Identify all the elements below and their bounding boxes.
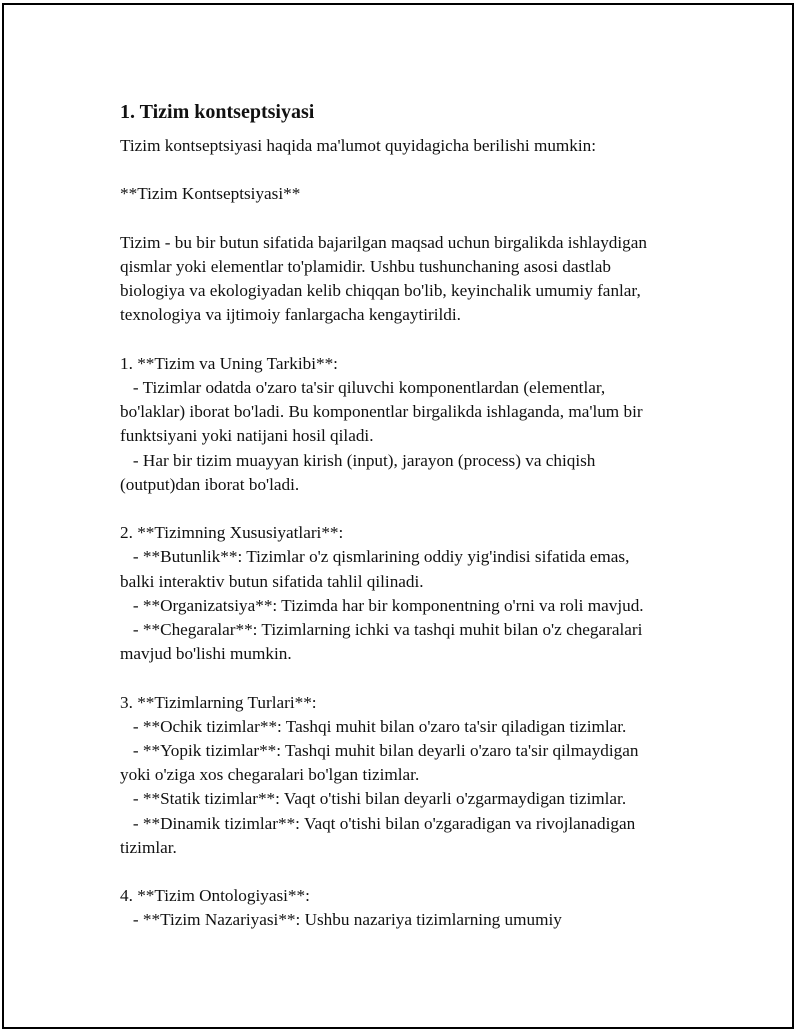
text-line: - **Yopik tizimlar**: Tashqi muhit bilan deyarli o'zaro ta'sir qilmaydigan [120,741,639,760]
blank-line [120,207,720,231]
text-line: yoki o'ziga xos chegaralari bo'lgan tizimlar. [120,765,420,785]
text-line: - **Butunlik**: Tizimlar o'z qismlarining oddiy yig'indisi sifatida emas, [120,547,630,567]
text-line: **Tizim Kontseptsiyasi** [120,184,301,204]
text-line: 4. **Tizim Ontologiyasi**: [120,886,310,906]
text-line: Tizim - bu bir butun sifatida bajarilgan maqsad uchun birgalikda ishlaydigan [120,232,647,252]
text-line: - **Statik tizimlar**: Vaqt o'tishi bilan deyarli o'zgarmaydigan tizimlar. [120,789,627,809]
text-line: - **Tizim Nazariyasi**: Ushbu nazariya tizimlarning umumiy [120,910,562,930]
text-line: bo'laklar) iborat bo'ladi. Bu komponentlar birgalikda ishlaganda, ma'lum bir [120,402,643,422]
text-line: biologiya va ekologiyadan kelib chiqqan bo'lib, keyinchalik umumiy fanlar, [120,281,641,301]
text-line: (output)dan iborat bo'ladi. [120,474,300,494]
blank-line [120,158,720,182]
text-line: balki interaktiv butun sifatida tahlil qilinadi. [120,571,424,591]
text-line: funktsiyani yoki natijani hosil qiladi. [120,426,374,446]
text-line: tizimlar. [120,837,177,857]
text-line: 1. **Tizim va Uning Tarkibi**: [120,353,338,373]
section-heading: 1. Tizim kontseptsiyasi [120,101,315,123]
blank-line [120,328,720,352]
text-line: - **Ochik tizimlar**: Tashqi muhit bilan o'zaro ta'sir qiladigan tizimlar. [120,716,627,736]
blank-line [120,860,720,884]
text-line: 3. **Tizimlarning Turlari**: [120,692,317,712]
text-line: mavjud bo'lishi mumkin. [120,644,292,664]
blank-line [120,666,720,690]
text-line: - Tizimlar odatda o'zaro ta'sir qiluvchi komponentlardan (elementlar, [120,377,606,397]
text-line: Tizim kontseptsiyasi haqida ma'lumot quyidagicha berilishi mumkin: [120,136,597,155]
document-page [2,3,794,1029]
text-line: - Har bir tizim muayyan kirish (input), jarayon (process) va chiqish [120,450,596,470]
text-line: 2. **Tizimning Xususiyatlari**: [120,523,344,543]
blank-line [120,497,720,521]
text-line: texnologiya va ijtimoiy fanlargacha kengaytirildi. [120,305,461,325]
text-line: - **Chegaralar**: Tizimlarning ichki va tashqi muhit bilan o'z chegaralari [120,620,643,639]
text-line: - **Organizatsiya**: Tizimda har bir komponentning o'rni va roli mavjud. [120,595,644,615]
document-content [120,98,720,933]
text-line: - **Dinamik tizimlar**: Vaqt o'tishi bilan o'zgaradigan va rivojlanadigan [120,813,636,833]
document-body [120,134,720,933]
text-line: qismlar yoki elementlar to'plamidir. Ushbu tushunchaning asosi dastlab [120,256,611,276]
